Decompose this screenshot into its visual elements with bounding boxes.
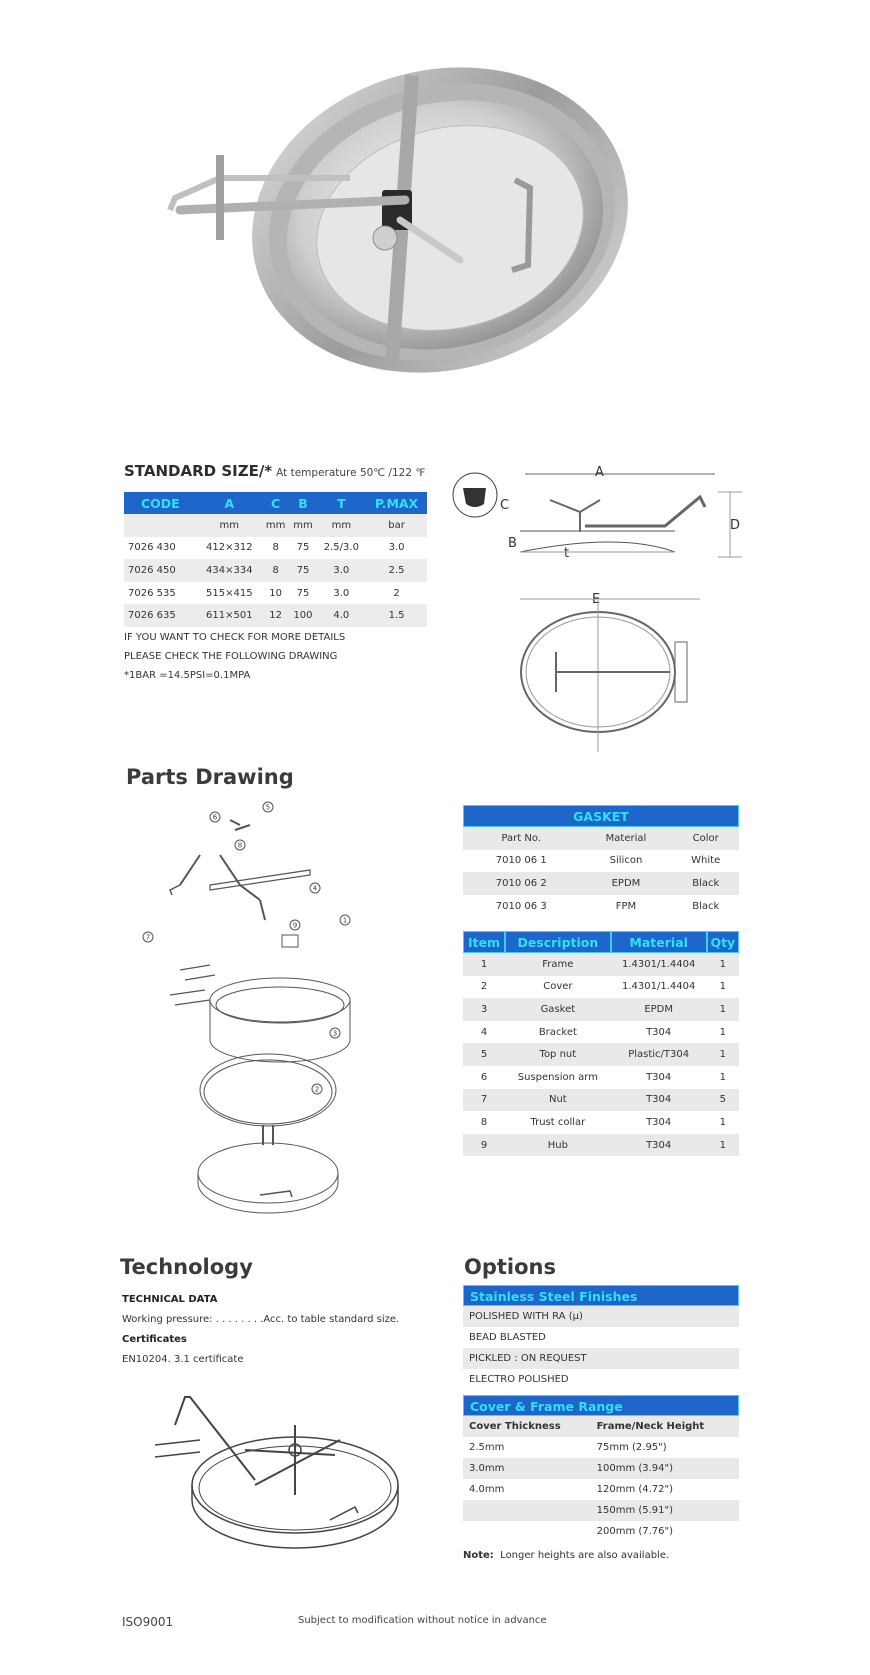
parts-cell: Trust collar <box>530 1116 586 1128</box>
range-note <box>463 1550 739 1561</box>
finishes-section <box>463 1285 739 1390</box>
part-callout <box>340 915 350 925</box>
parts-cell: Plastic/T304 <box>611 1043 707 1066</box>
note-line: *1BAR =14.5PSI=0.1MPA <box>124 670 251 681</box>
table-row <box>463 1066 739 1089</box>
value-cell: 2.5 <box>366 559 427 582</box>
gasket-title: GASKET <box>463 805 739 827</box>
dim-d-label: D <box>730 518 741 533</box>
parts-cell: 1 <box>707 1043 739 1066</box>
parts-cell: Cover <box>543 981 573 993</box>
value-cell: 10 <box>269 587 282 599</box>
finishes-title: Stainless Steel Finishes <box>463 1285 739 1306</box>
part-callout-number: 8 <box>237 841 243 850</box>
table-row <box>463 872 739 895</box>
parts-header-cell: Qty <box>707 931 739 953</box>
range-cell: 150mm (5.91") <box>591 1500 739 1521</box>
dimension-drawing <box>450 462 750 752</box>
code-cell: 7026 535 <box>128 587 176 599</box>
gasket-cell: EPDM <box>579 872 672 895</box>
gasket-cell: 7010 06 3 <box>495 900 547 912</box>
range-table <box>463 1416 739 1542</box>
standard-units-row <box>124 514 427 537</box>
value-cell: 8 <box>272 542 279 554</box>
table-row <box>463 1021 739 1044</box>
parts-cell: 1.4301/1.4404 <box>611 953 707 976</box>
range-cell <box>463 1521 591 1542</box>
part-callout-number: 2 <box>314 1085 320 1094</box>
value-cell: 611×501 <box>197 604 262 627</box>
disclaimer: Subject to modification without notice in advance <box>298 1615 547 1626</box>
gasket-table <box>463 805 739 917</box>
code-cell: 7026 635 <box>124 604 197 627</box>
parts-cell: T304 <box>646 1116 672 1128</box>
parts-header-cell: Description <box>505 931 611 953</box>
part-callout-number: 5 <box>265 803 271 812</box>
range-cell: 4.0mm <box>469 1484 505 1495</box>
part-callout <box>290 920 300 930</box>
gasket-cell: Black <box>672 872 739 895</box>
parts-cell: T304 <box>611 1089 707 1112</box>
finish-item: PICKLED : ON REQUEST <box>463 1348 739 1369</box>
gasket-title-row <box>463 805 739 827</box>
gasket-header-cell: Part No. <box>463 827 579 850</box>
part-callout-number: 4 <box>312 884 318 893</box>
parts-cell: 7 <box>463 1089 505 1112</box>
parts-cell: 1 <box>719 981 726 993</box>
value-cell: 8 <box>262 559 289 582</box>
parts-cell: Suspension arm <box>517 1071 598 1083</box>
gasket-header-row <box>463 827 739 850</box>
standard-size-title <box>124 462 425 480</box>
part-callout <box>263 802 273 812</box>
finish-item: ELECTRO POLISHED <box>469 1374 569 1385</box>
technical-data-label: TECHNICAL DATA <box>122 1294 218 1305</box>
part-callout-number: 6 <box>212 813 218 822</box>
gasket-cell: 7010 06 1 <box>495 855 547 867</box>
standard-header-cell: T <box>317 492 366 514</box>
range-cell: 120mm (4.72") <box>596 1484 674 1495</box>
part-callout-number: 9 <box>292 921 298 930</box>
gasket-cell: 7010 06 2 <box>463 872 579 895</box>
range-header-cell: Cover Thickness <box>463 1416 591 1437</box>
note-line: PLEASE CHECK THE FOLLOWING DRAWING <box>124 651 338 662</box>
note-text: Longer heights are also available. <box>500 1550 670 1561</box>
table-row <box>463 1458 739 1479</box>
parts-cell: EPDM <box>611 998 707 1021</box>
parts-header-row <box>463 931 739 953</box>
cover-frame-range <box>463 1395 739 1561</box>
range-cell <box>463 1500 591 1521</box>
part-callout <box>210 812 220 822</box>
parts-cell: Frame <box>505 953 611 976</box>
parts-table <box>463 931 739 1156</box>
table-row <box>463 850 739 873</box>
standard-header-cell: P.MAX <box>366 492 427 514</box>
parts-header-cell: Item <box>463 931 505 953</box>
parts-cell: T304 <box>646 1071 672 1083</box>
range-title: Cover & Frame Range <box>463 1395 739 1416</box>
parts-cell: T304 <box>611 1134 707 1157</box>
finish-item: BEAD BLASTED <box>469 1332 546 1343</box>
table-row <box>463 895 739 918</box>
parts-cell: 1 <box>719 1071 726 1083</box>
range-cell: 75mm (2.95") <box>596 1442 667 1453</box>
exploded-parts-drawing <box>140 795 400 1225</box>
parts-cell: 8 <box>480 1116 488 1128</box>
value-cell: 2 <box>393 587 400 599</box>
parts-cell: 5 <box>707 1089 739 1112</box>
parts-cell: 6 <box>480 1071 488 1083</box>
table-row <box>463 1521 739 1542</box>
standard-header-cell: CODE <box>124 492 197 514</box>
table-row <box>124 559 427 582</box>
table-row <box>124 537 427 560</box>
part-callout <box>312 1084 322 1094</box>
value-cell: 75 <box>296 587 310 599</box>
range-cell: 2.5mm <box>469 1442 505 1453</box>
part-callout <box>143 932 153 942</box>
table-row <box>463 953 739 976</box>
part-callout <box>235 840 245 850</box>
part-callout <box>330 1028 340 1038</box>
standard-size-heading: STANDARD SIZE/* <box>124 462 273 480</box>
parts-cell: 1 <box>719 1026 726 1038</box>
parts-cell: 1 <box>707 998 739 1021</box>
parts-cell: 9 <box>463 1134 505 1157</box>
unit-cell: mm <box>262 514 289 537</box>
parts-cell: 1 <box>463 953 505 976</box>
technical-data <box>122 1290 399 1370</box>
standard-size-subtitle: At temperature 50℃ /122 ℉ <box>276 467 426 479</box>
value-cell: 4.0 <box>317 604 366 627</box>
product-image-manway <box>160 60 640 400</box>
part-callout-number: 1 <box>342 916 348 925</box>
parts-cell: 1 <box>719 1116 726 1128</box>
finish-item: POLISHED WITH RA (μ) <box>463 1306 739 1327</box>
unit-cell: mm <box>197 514 262 537</box>
unit-cell <box>124 514 197 537</box>
table-row <box>463 1500 739 1521</box>
range-cell: 100mm (3.94") <box>591 1458 739 1479</box>
parts-cell: 5 <box>463 1043 505 1066</box>
range-cell: 200mm (7.76") <box>596 1526 674 1537</box>
table-row <box>463 976 739 999</box>
certificate-value: EN10204. 3.1 certificate <box>122 1354 244 1365</box>
value-cell: 12 <box>262 604 289 627</box>
table-row <box>463 1111 739 1134</box>
value-cell: 1.5 <box>366 604 427 627</box>
dim-t-label: t <box>564 546 570 561</box>
parts-cell: 2 <box>480 981 488 993</box>
standard-size-table <box>124 492 427 627</box>
table-row <box>463 1134 739 1157</box>
range-header-row <box>463 1416 739 1437</box>
standard-header-cell: A <box>197 492 262 514</box>
parts-cell: Gasket <box>505 998 611 1021</box>
value-cell: 75 <box>289 559 316 582</box>
part-callout-number: 3 <box>332 1029 338 1038</box>
value-cell: 434×334 <box>197 559 262 582</box>
note-label: Note: <box>463 1550 494 1561</box>
parts-cell: 1.4301/1.4404 <box>621 981 696 993</box>
note-line: IF YOU WANT TO CHECK FOR MORE DETAILS <box>124 632 346 643</box>
certificates-label: Certificates <box>122 1334 187 1345</box>
parts-cell: 1 <box>707 1134 739 1157</box>
unit-cell: mm <box>317 514 366 537</box>
parts-cell: T304 <box>646 1026 672 1038</box>
table-row <box>463 1479 739 1500</box>
part-callout <box>310 883 320 893</box>
gasket-header-cell: Material <box>579 827 672 850</box>
table-row <box>124 604 427 627</box>
standard-header-cell: B <box>289 492 316 514</box>
parts-cell: 4 <box>480 1026 488 1038</box>
options-title: Options <box>464 1255 556 1279</box>
unit-cell: mm <box>289 514 316 537</box>
dim-c-label: C <box>500 498 510 513</box>
table-row <box>463 1089 739 1112</box>
gasket-cell: White <box>691 855 721 867</box>
table-row <box>463 1437 739 1458</box>
gasket-cell: FPM <box>615 900 637 912</box>
gasket-cell: Silicon <box>609 855 643 867</box>
working-pressure: Working pressure: . . . . . . . .Acc. to table standard size. <box>122 1314 400 1325</box>
value-cell: 75 <box>296 542 310 554</box>
standard-header-cell: C <box>262 492 289 514</box>
value-cell: 412×312 <box>206 542 253 554</box>
parts-header-cell: Material <box>611 931 707 953</box>
code-cell: 7026 430 <box>128 542 176 554</box>
parts-cell: 1 <box>707 953 739 976</box>
technology-title: Technology <box>120 1255 253 1279</box>
range-cell: 3.0mm <box>463 1458 591 1479</box>
dim-e-label: E <box>592 592 601 607</box>
parts-drawing-title: Parts Drawing <box>126 765 294 789</box>
value-cell: 3.0 <box>388 542 405 554</box>
value-cell: 515×415 <box>206 587 253 599</box>
dim-b-label: B <box>508 536 517 551</box>
parts-cell: Bracket <box>538 1026 577 1038</box>
range-header-cell: Frame/Neck Height <box>591 1416 739 1437</box>
part-callout-number: 7 <box>145 933 151 942</box>
parts-cell: Top nut <box>505 1043 611 1066</box>
parts-cell: Hub <box>505 1134 611 1157</box>
standard-notes <box>124 628 345 685</box>
technology-line-drawing <box>145 1385 405 1555</box>
value-cell: 2.5/3.0 <box>323 542 359 554</box>
dim-a-label: A <box>595 465 604 480</box>
parts-cell: Nut <box>505 1089 611 1112</box>
standard-header-row <box>124 492 427 514</box>
iso-label: ISO9001 <box>122 1615 174 1629</box>
parts-cell: 3 <box>463 998 505 1021</box>
value-cell: 3.0 <box>333 587 350 599</box>
code-cell: 7026 450 <box>124 559 197 582</box>
unit-cell: bar <box>366 514 427 537</box>
value-cell: 100 <box>289 604 316 627</box>
table-row <box>463 1043 739 1066</box>
value-cell: 3.0 <box>317 559 366 582</box>
gasket-cell: Black <box>692 900 720 912</box>
table-row <box>463 998 739 1021</box>
table-row <box>124 582 427 605</box>
gasket-header-cell: Color <box>672 827 739 850</box>
